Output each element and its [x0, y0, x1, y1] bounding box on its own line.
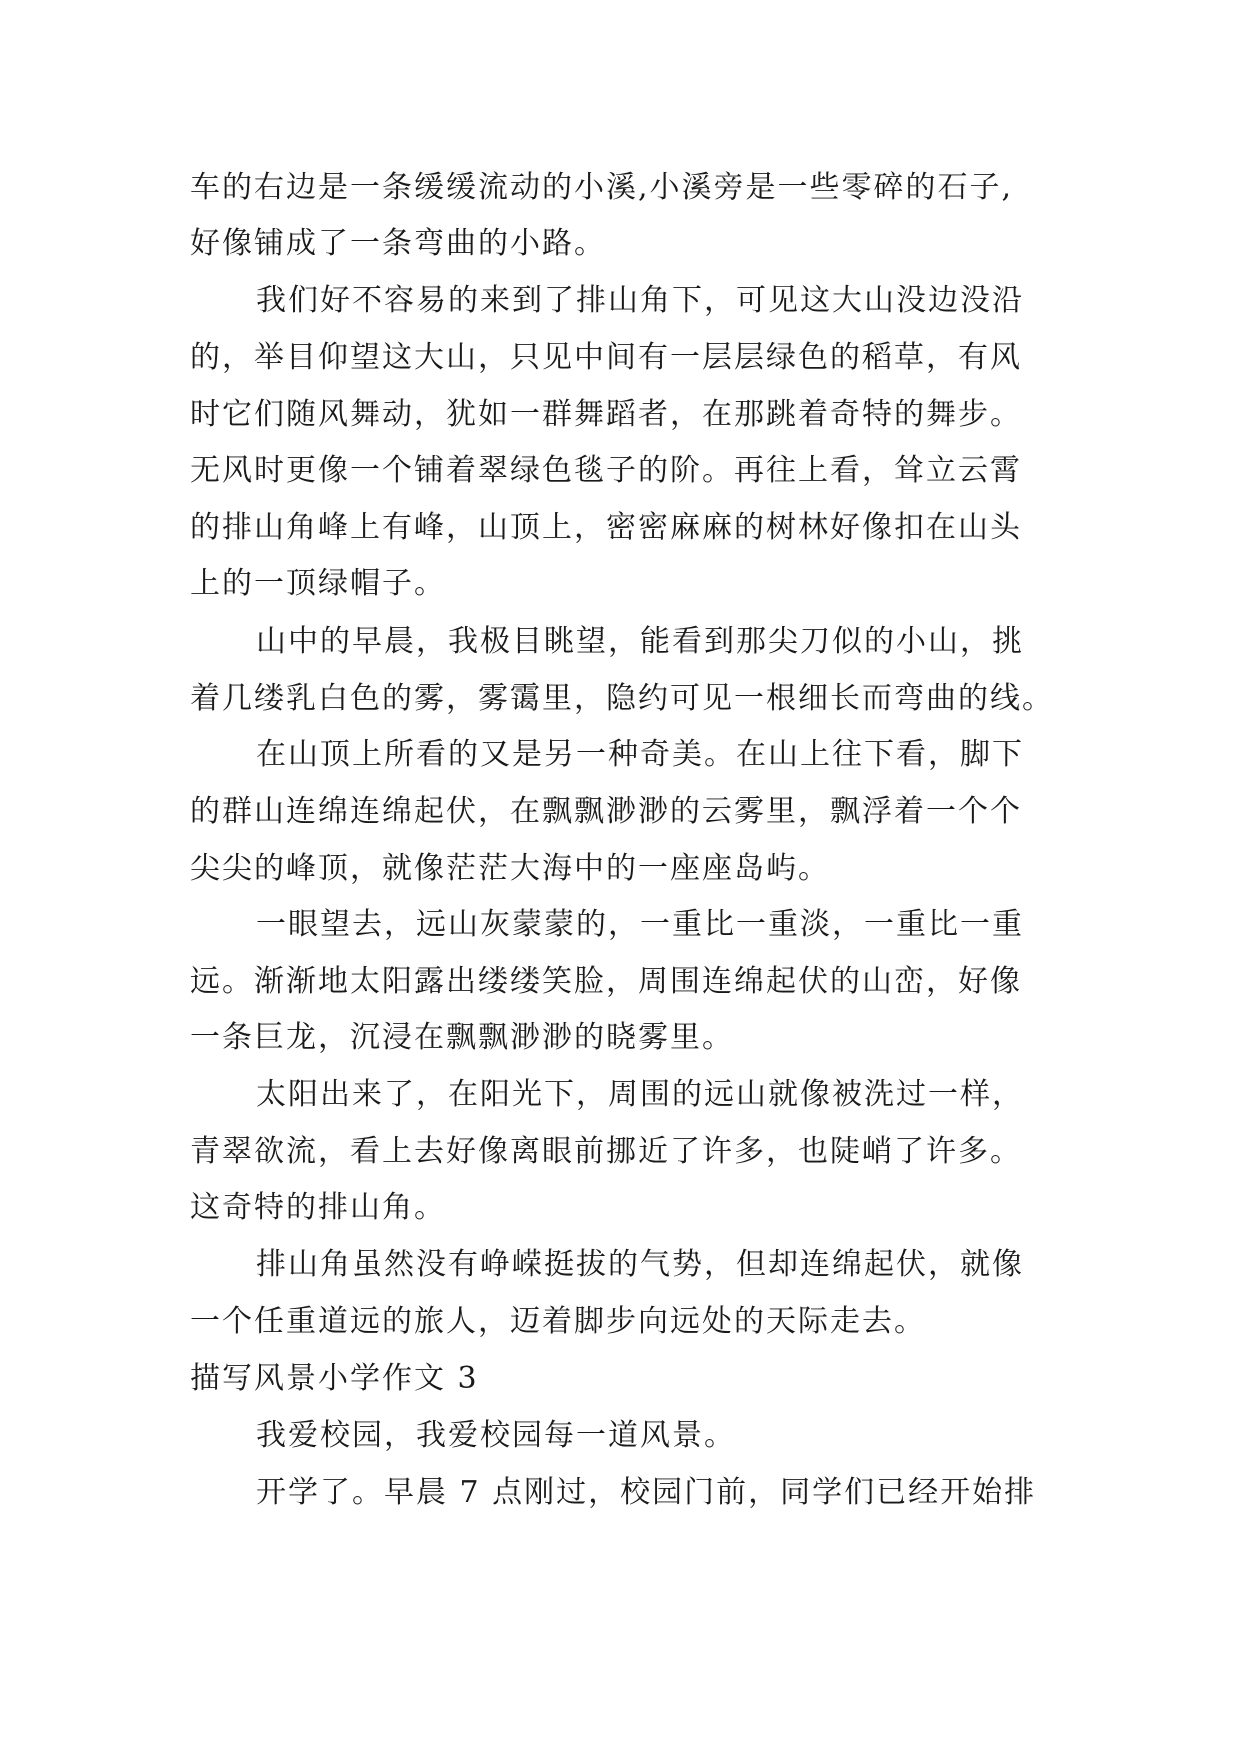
- text-line: 一条巨龙，沉浸在飘飘渺渺的晓雾里。: [190, 1020, 734, 1055]
- text-line: 太阳出来了，在阳光下，周围的远山就像被洗过一样，: [256, 1077, 1024, 1112]
- text-line: 上的一顶绿帽子。: [190, 566, 446, 601]
- text-line: 时它们随风舞动，犹如一群舞蹈者，在那跳着奇特的舞步。: [190, 397, 1022, 432]
- text-line: 尖尖的峰顶，就像茫茫大海中的一座座岛屿。: [190, 851, 830, 886]
- text-line: 无风时更像一个铺着翠绿色毯子的阶。再往上看，耸立云霄: [190, 453, 1022, 488]
- text-line: 车的右边是一条缓缓流动的小溪,小溪旁是一些零碎的石子,: [190, 170, 1014, 205]
- text-line: 青翠欲流，看上去好像离眼前挪近了许多，也陡峭了许多。: [190, 1134, 1022, 1169]
- text-line: 一个任重道远的旅人，迈着脚步向远处的天际走去。: [190, 1304, 926, 1339]
- text-line: 远。渐渐地太阳露出缕缕笑脸，周围连绵起伏的山峦，好像: [190, 964, 1022, 999]
- text-line: 一眼望去，远山灰蒙蒙的，一重比一重淡，一重比一重: [256, 907, 1024, 942]
- text-line: 我爱校园，我爱校园每一道风景。: [256, 1418, 736, 1453]
- text-line: 排山角虽然没有峥嵘挺拔的气势，但却连绵起伏，就像: [256, 1247, 1024, 1282]
- section-heading: 描写风景小学作文 3: [190, 1361, 479, 1396]
- text-line: 开学了。早晨 7 点刚过，校园门前，同学们已经开始排: [256, 1475, 1037, 1510]
- text-line: 的，举目仰望这大山，只见中间有一层层绿色的稻草，有风: [190, 340, 1022, 375]
- text-line: 我们好不容易的来到了排山角下，可见这大山没边没沿: [256, 283, 1024, 318]
- text-line: 在山顶上所看的又是另一种奇美。在山上往下看，脚下: [256, 737, 1024, 772]
- text-line: 的排山角峰上有峰，山顶上，密密麻麻的树林好像扣在山头: [190, 510, 1022, 545]
- text-line: 好像铺成了一条弯曲的小路。: [190, 226, 606, 261]
- text-line: 这奇特的排山角。: [190, 1190, 446, 1225]
- text-line: 着几缕乳白色的雾，雾霭里，隐约可见一根细长而弯曲的线。: [190, 681, 1054, 716]
- text-line: 的群山连绵连绵起伏，在飘飘渺渺的云雾里，飘浮着一个个: [190, 794, 1022, 829]
- text-line: 山中的早晨，我极目眺望，能看到那尖刀似的小山，挑: [256, 624, 1024, 659]
